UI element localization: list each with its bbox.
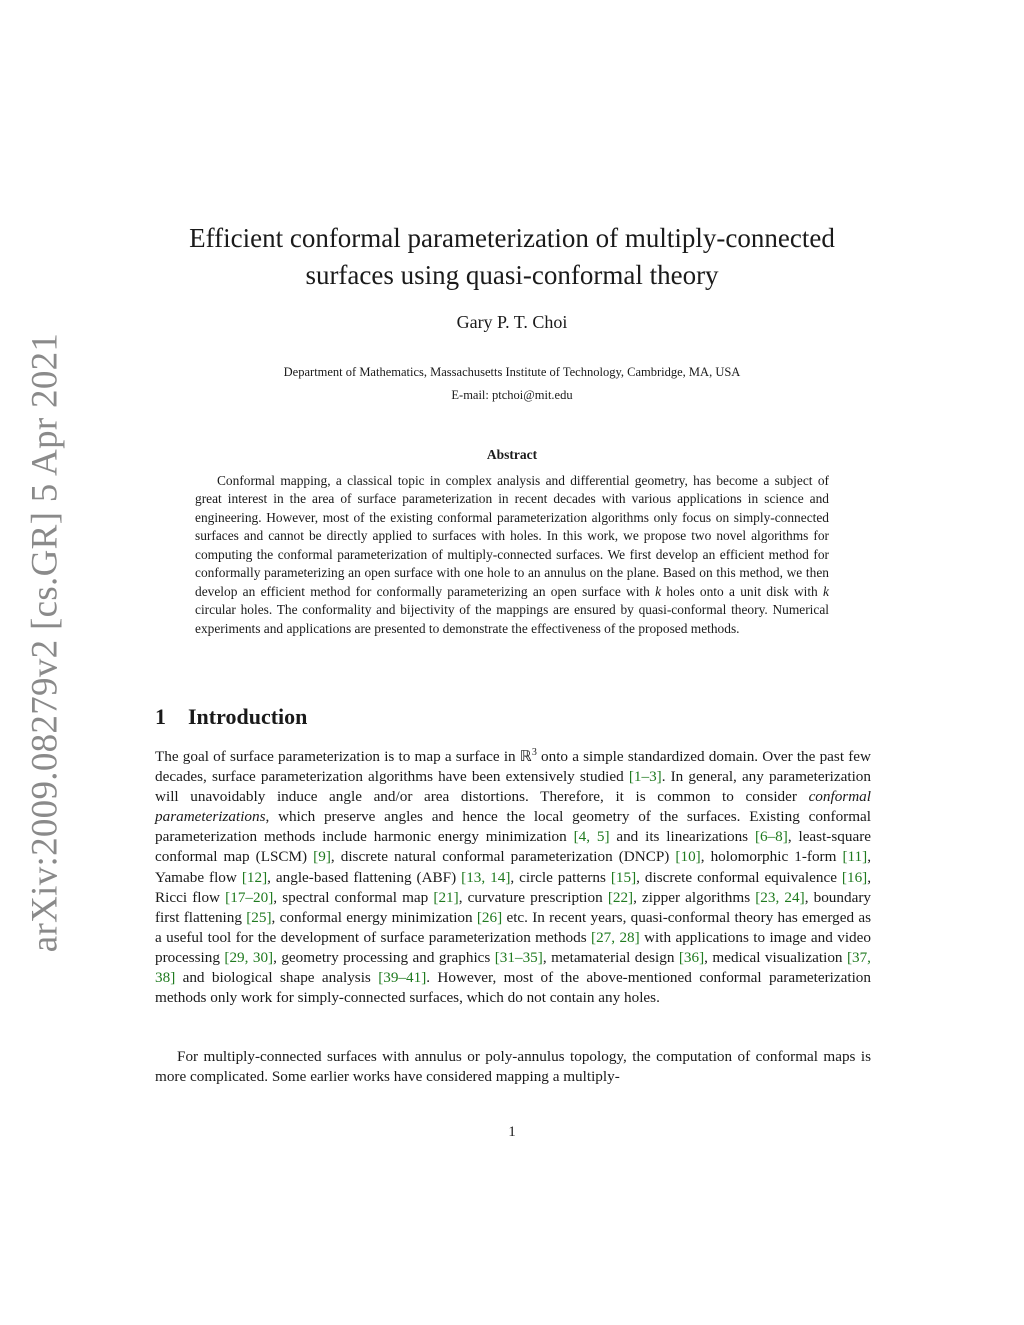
citation-link[interactable]: [27, 28]: [591, 928, 640, 946]
citation-link[interactable]: [21]: [433, 888, 459, 906]
section-heading: [155, 704, 307, 730]
title-line-1: Efficient conformal parameterization of multiply-connected: [189, 223, 835, 253]
citation-link[interactable]: [11]: [842, 848, 868, 866]
citation-link[interactable]: [37, 38]: [155, 948, 871, 987]
page-number: 1: [508, 1124, 516, 1140]
citation-link[interactable]: [23, 24]: [755, 888, 805, 906]
citation-link[interactable]: [36]: [678, 948, 705, 966]
citation-link[interactable]: [4, 5]: [573, 828, 610, 846]
arxiv-stamp: [14, 332, 76, 952]
affiliation: Department of Mathematics, Massachusetts Institute of Technology, Cambridge, MA, USA: [283, 365, 741, 379]
citation-link[interactable]: [15]: [610, 868, 637, 886]
citation-link[interactable]: [22]: [607, 888, 634, 906]
intro-paragraph-1: The goal of surface parameterization is to map a surface in ℝ$^3$ onto a simple standardized domain. Over the past few decades, surface parameterization algorithms have been extensively studied [1–3]. In general, any parameterization will unavoidably induce angle and/or area distortions. Therefore, it is common to consider conformal parameterizations, which preserve angles and hence the local geometry of the surfaces. Existing conformal parameterization methods include harmonic energy minimization [4, 5] and its linearizations [6–8], least-square conformal map (LSCM) [9], discrete natural conformal parameterization (DNCP) [10], holomorphic 1-form [11], Yamabe flow [12], angle-based flattening (ABF) [13, 14], circle patterns [15], discrete conformal equivalence [16], Ricci flow [17–20], spectral conformal map [21], curvature prescription [22], zipper algorithms [23, 24], boundary first flattening [25], conformal energy minimization [26] etc. In recent years, quasi-conformal theory has emerged as a useful tool for the development of surface parameterization methods [27, 28] with applications to image and video processing [29, 30], geometry processing and graphics [31–35], metamaterial design [36], medical visualization [37, 38] and biological shape analysis [39–41]. However, most of the above-mentioned conformal parameterization methods only work for simply-connected surfaces, which do not contain any holes.: [155, 746, 872, 1007]
citation-link[interactable]: [12]: [241, 868, 268, 886]
citation-link[interactable]: [25]: [246, 908, 272, 926]
citation-link[interactable]: [6–8]: [754, 828, 788, 846]
citation-link[interactable]: [1–3]: [628, 768, 662, 786]
citation-link[interactable]: [13, 14]: [461, 868, 511, 886]
citation-link[interactable]: [9]: [313, 848, 331, 866]
abstract-heading: Abstract: [486, 447, 538, 462]
intro-paragraph-2: For multiply-connected surfaces with annulus or poly-annulus topology, the computation of conformal maps is more complicated. Some earlier works have considered mapping a multiply-: [155, 1048, 871, 1086]
citation-link[interactable]: [17–20]: [225, 888, 274, 906]
citation-link[interactable]: [39–41]: [378, 969, 427, 987]
author-name: Gary P. T. Choi: [456, 312, 568, 332]
section-number: 1: [155, 704, 166, 729]
title-line-2: surfaces using quasi-conformal theory: [305, 260, 719, 290]
author-email: E-mail: ptchoi@mit.edu: [451, 388, 573, 402]
citation-link[interactable]: [10]: [675, 848, 701, 866]
arxiv-identifier: arXiv:2009.08279v2 [cs.GR] 5 Apr 2021: [24, 332, 66, 952]
citation-link[interactable]: [16]: [841, 868, 868, 886]
citation-link[interactable]: [29, 30]: [224, 948, 274, 966]
paper-title: [120, 220, 904, 294]
abstract-body: Conformal mapping, a classical topic in complex analysis and differential geometry, has become a subject of great interest in the area of surface parameterization in recent decades with various applications in science and engineering. However, most of the existing conformal parameterization algorithms only focus on simply-connected surfaces and cannot be directly applied to surfaces with holes. In this work, we propose two novel algorithms for computing the conformal parameterization of multiply-connected surfaces. We first develop an efficient method for conformally parameterizing an open surface with one hole to an annulus on the plane. Based on this method, we then develop an efficient method for conformally parameterizing an open surface with k holes onto a unit disk with k circular holes. The conformality and bijectivity of the mappings are ensured by quasi-conformal theory. Numerical experiments and applications are presented to demonstrate the effectiveness of the proposed methods.: [195, 473, 829, 636]
citation-link[interactable]: [26]: [476, 908, 503, 926]
section-title: Introduction: [188, 704, 308, 729]
citation-link[interactable]: [31–35]: [494, 948, 543, 966]
